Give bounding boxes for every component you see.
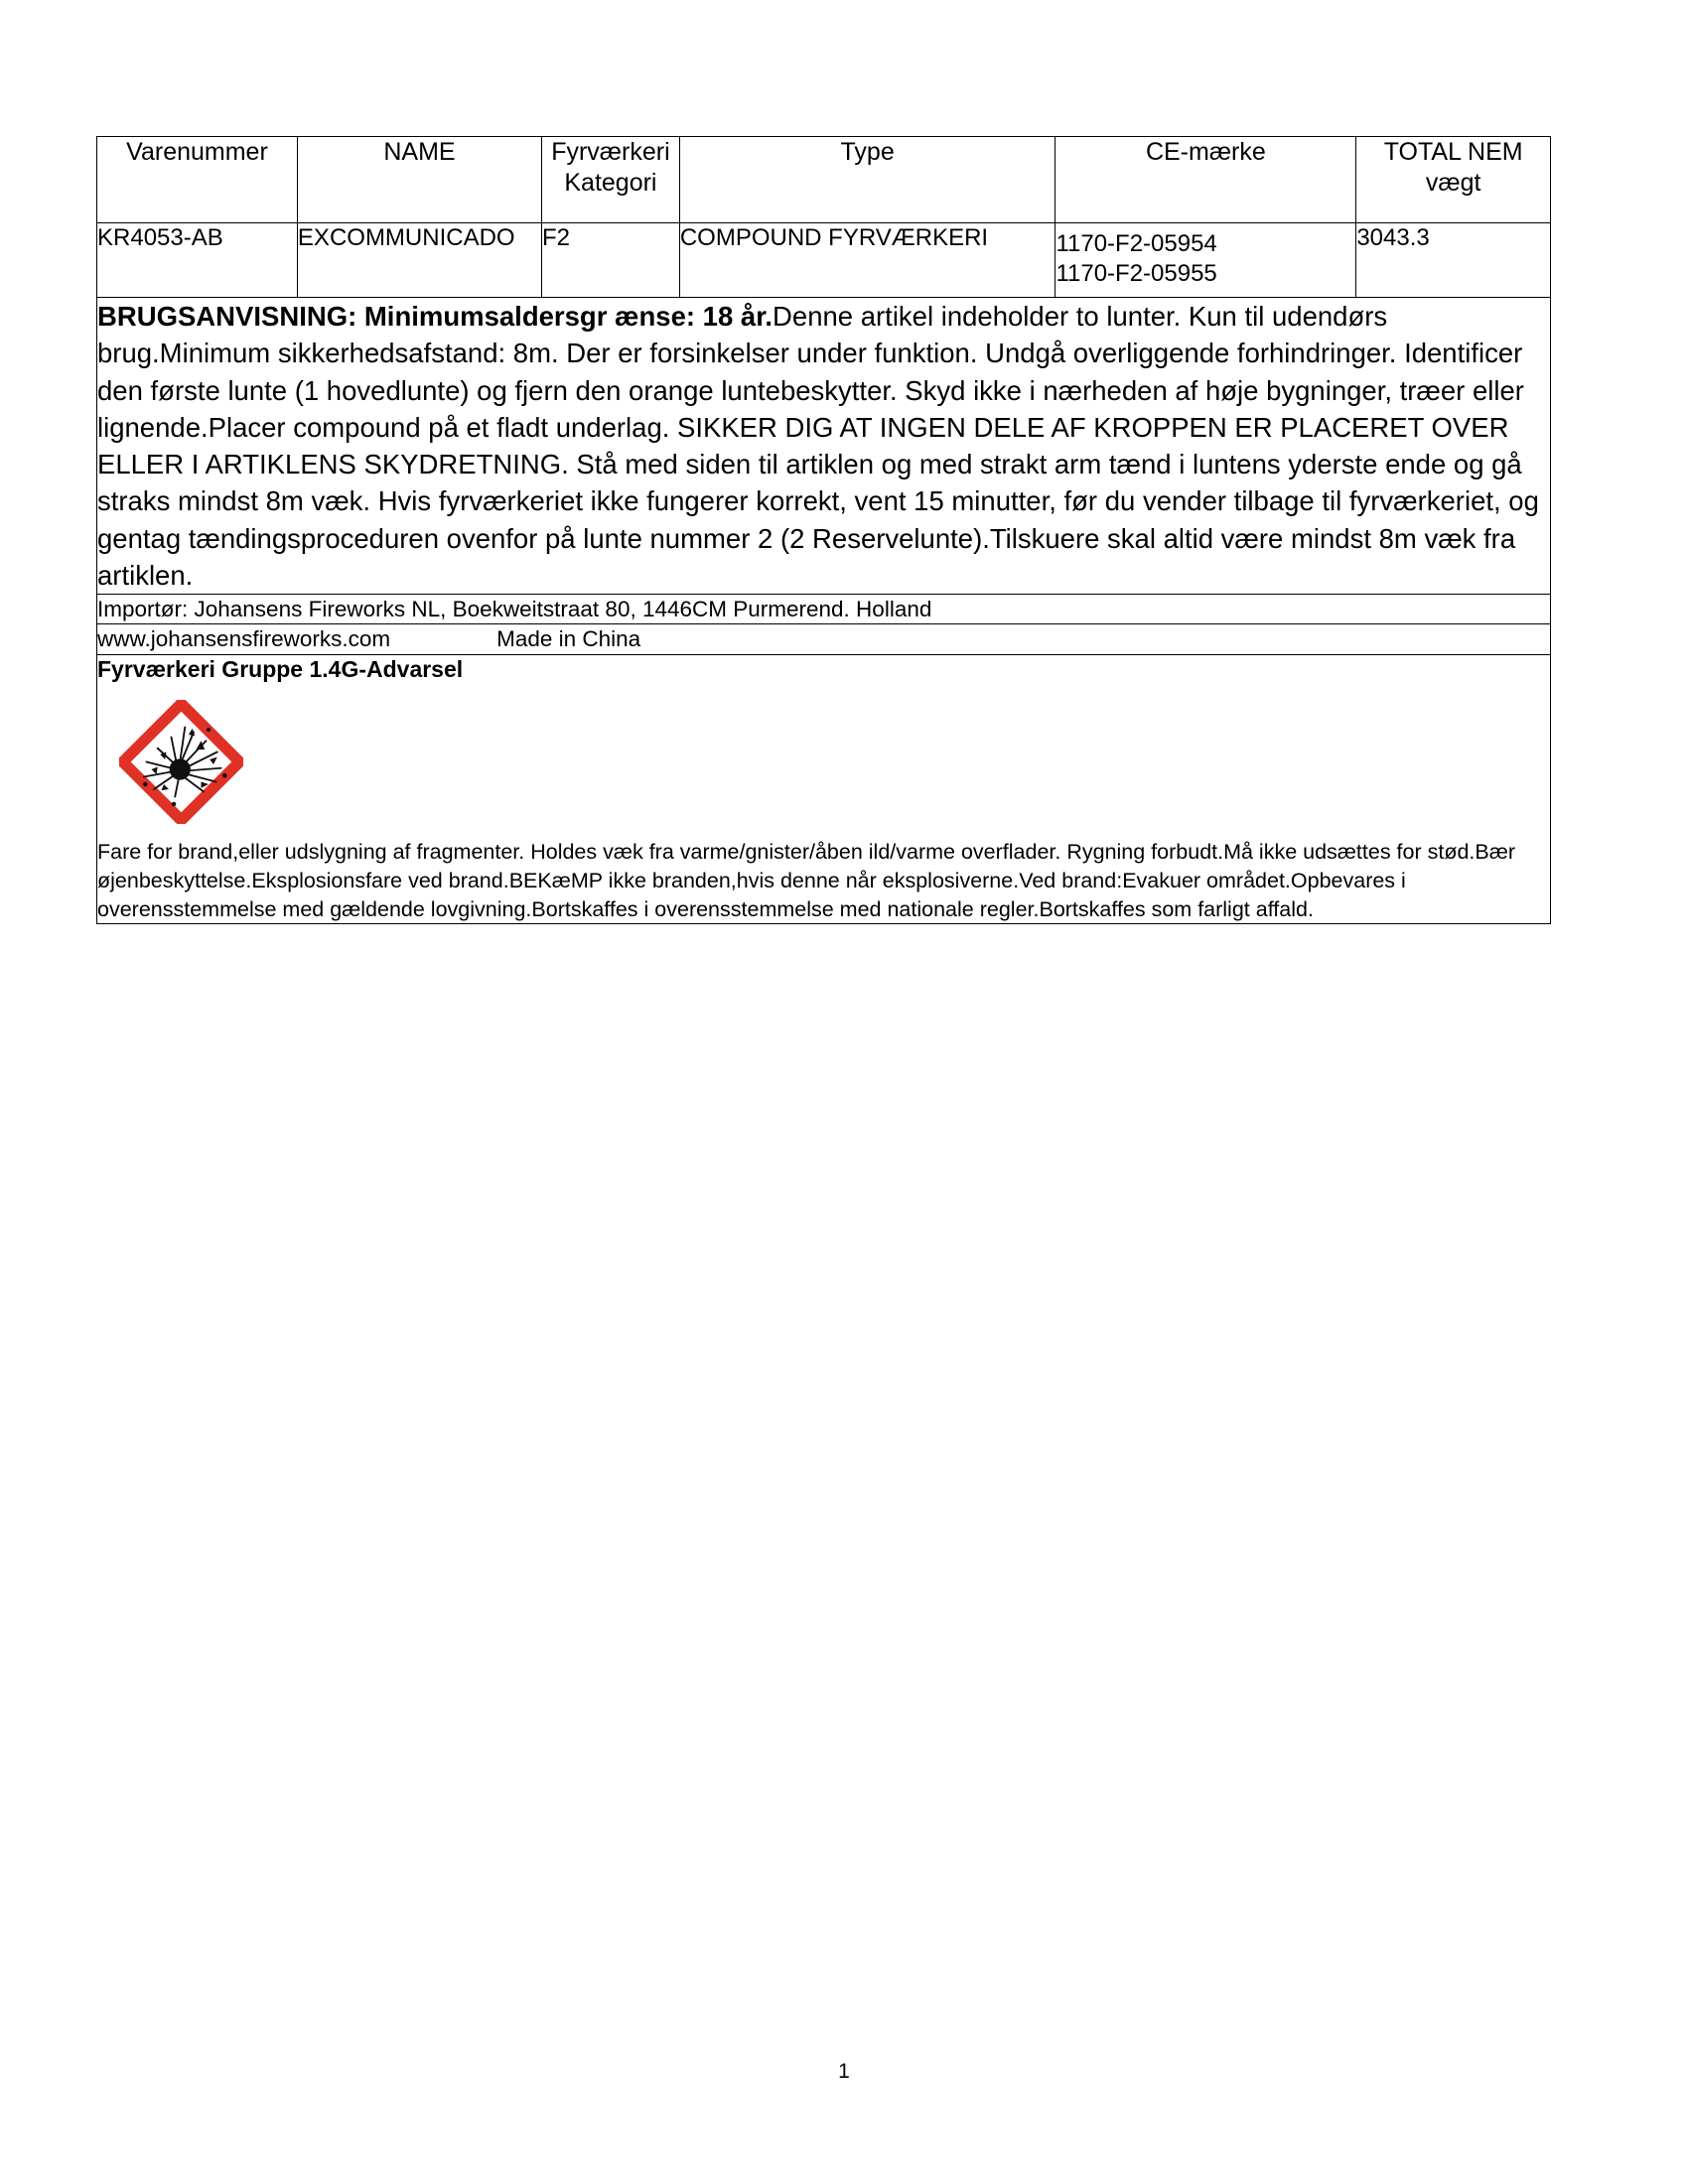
website-line <box>97 624 1550 653</box>
instructions-body: Denne artikel indeholder to lunter. Kun til udendørs brug.Minimum sikkerhedsafstand: 8m. Der er forsinkelser under funktion. Undgå overliggende forhindringer. Identificer den første lunte (1 hovedlunte) og fjern den orange luntebeskytter. Skyd ikke i nærheden af høje bygninger, træer eller lignende.Placer compound på et fladt underlag. SIKKER DIG AT INGEN DELE AF KROPPEN ER PLACERET OVER ELLER I ARTIKLENS SKYDRETNING. Stå med siden til artiklen og med strakt arm tænd i luntens yderste ende og gå straks mindst 8m væk. Hvis fyrværkeriet ikke fungerer korrekt, vent 15 minutter, før du vender tilbage til fyrværkeriet, og gentag tændingsproceduren ovenfor på lunte nummer 2 (2 Reservelunte).Tilskuere skal altid være mindst 8m væk fra artiklen. <box>97 301 1539 591</box>
cell-ce-maerke <box>1055 223 1356 298</box>
warning-cell <box>97 654 1551 924</box>
header-fyrvaerkeri-kategori <box>542 137 680 223</box>
header-varenummer: Varenummer <box>97 137 298 223</box>
warning-title: Fyrværkeri Gruppe 1.4G-Advarsel <box>97 655 464 682</box>
instructions-text <box>97 298 1550 594</box>
header-kategori-line2: Kategori <box>564 168 657 197</box>
importer-row <box>97 595 1551 624</box>
made-in-label: Made in China <box>496 626 641 652</box>
cell-total-nem-vaegt: 3043.3 <box>1356 223 1551 298</box>
header-nem-line2: vægt <box>1425 168 1481 197</box>
table-header-row <box>97 137 1551 223</box>
header-ce-maerke: CE-mærke <box>1055 137 1356 223</box>
importer-cell: Importør: Johansens Fireworks NL, Boekweitstraat 80, 1446CM Purmerend. Holland <box>97 595 1551 624</box>
instructions-heading: BRUGSANVISNING: Minimumsaldersgr ænse: 18 år. <box>97 301 774 332</box>
ce-maerke-line2: 1170-F2-05955 <box>1055 259 1217 287</box>
cell-name: EXCOMMUNICADO <box>297 223 541 298</box>
warning-row <box>97 654 1551 924</box>
website-row <box>97 624 1551 654</box>
hazard-statement-text: Fare for brand,eller udslygning af fragmenter. Holdes væk fra varme/gnister/åben ild/varme overflader. Rygning forbudt.Må ikke udsættes for stød.Bær øjenbeskyttelse.Eksplosionsfare ved brand.BEKæMP ikke branden,hvis denne når eksplosiverne.Ved brand:Evakuer området.Opbevares i overensstemmelse med gældende lovgivning.Bortskaffes i overensstemmelse med nationale regler.Bortskaffes som farligt affald. <box>97 840 1516 921</box>
header-nem-line1: TOTAL NEM <box>1383 138 1523 166</box>
table-data-row <box>97 223 1551 298</box>
fireworks-label-table <box>96 136 1551 924</box>
cell-kategori: F2 <box>542 223 680 298</box>
website-url: www.johansensfireworks.com <box>97 626 391 652</box>
instructions-row <box>97 298 1551 595</box>
website-cell <box>97 624 1551 654</box>
instructions-cell <box>97 298 1551 595</box>
cell-varenummer: KR4053-AB <box>97 223 298 298</box>
header-type: Type <box>679 137 1055 223</box>
header-name: NAME <box>297 137 541 223</box>
page-number: 1 <box>838 2060 850 2083</box>
ghs01-exploding-bomb-icon <box>119 700 243 824</box>
header-total-nem-vaegt <box>1356 137 1551 223</box>
header-kategori-line1: Fyrværkeri <box>551 138 670 166</box>
ce-maerke-line1: 1170-F2-05954 <box>1055 230 1217 257</box>
cell-type: COMPOUND FYRVÆRKERI <box>679 223 1055 298</box>
